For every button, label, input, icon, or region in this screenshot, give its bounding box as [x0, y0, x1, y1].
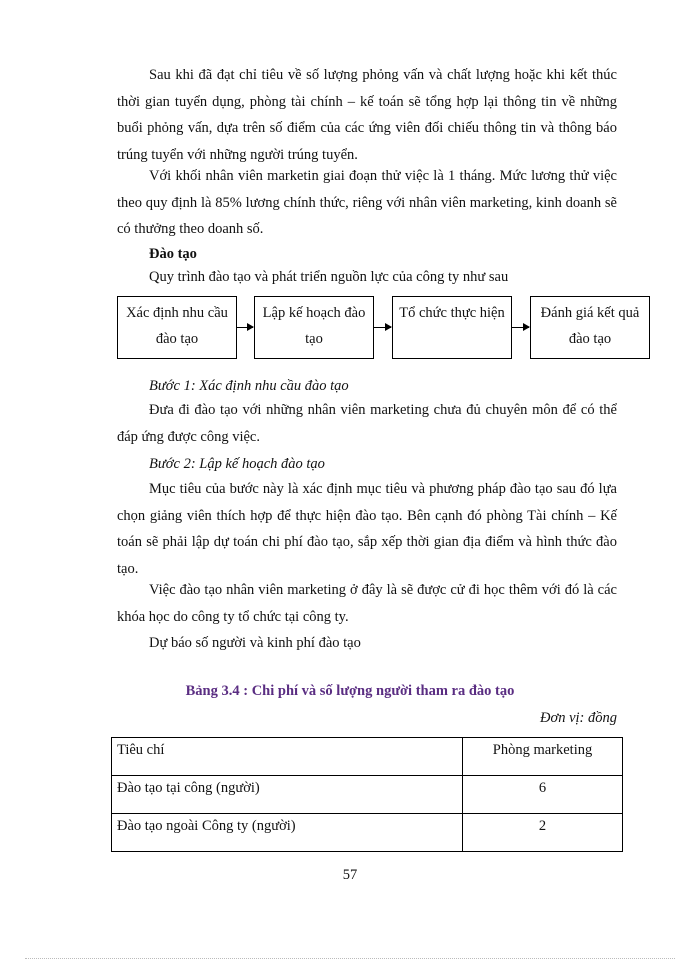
page-number: 57 [342, 867, 358, 883]
training-table [111, 737, 623, 852]
table-cell: Đào tạo ngoài Công ty (người) [112, 814, 463, 852]
table-header-row [112, 738, 623, 776]
paragraph-probation: Với khối nhân viên marketin giai đoạn thử việc là 1 tháng. Mức lương thử việc theo quy định là 85% lương chính thức, riêng với nhân viên marketing, kinh doanh sẽ có thưởng theo doanh số. [117, 168, 617, 237]
table-unit: Đơn vị: đồng [539, 710, 617, 726]
flow-box-evaluate: Đánh giá kết quả đào tạo [530, 296, 650, 359]
flow-arrow-3 [512, 327, 529, 328]
flow-arrow-2 [374, 327, 391, 328]
paragraph-step-1: Đưa đi đào tạo với những nhân viên marketing chưa đủ chuyên môn để có thể đáp ứng được công việc. [117, 402, 617, 445]
table-row [112, 814, 623, 852]
table-cell: Đào tạo tại công (người) [112, 776, 463, 814]
table-header-cell: Phòng marketing [463, 738, 623, 776]
paragraph-forecast: Dự báo số người và kinh phí đào tạo [149, 635, 361, 651]
table-title: Bảng 3.4 : Chi phí và số lượng người tham ra đào tạo [185, 683, 515, 699]
step-1-title: Bước 1: Xác định nhu cầu đào tạo [149, 378, 349, 394]
table-header-cell: Tiêu chí [112, 738, 463, 776]
step-2-title: Bước 2: Lập kế hoạch đào tạo [149, 456, 325, 472]
paragraph-recruitment-summary: Sau khi đã đạt chỉ tiêu về số lượng phỏng vấn và chất lượng hoặc khi kết thúc thời gian tuyển dụng, phòng tài chính – kế toán sẽ tổng hợp lại thông tin về những buổi phỏng vấn, dựa trên số điểm của các ứng viên đối chiếu thông tin và thông báo trúng tuyển với những người trúng tuyển. [117, 67, 617, 163]
paragraph-step-2: Mục tiêu của bước này là xác định mục tiêu và phương pháp đào tạo sau đó lựa chọn giảng viên thích hợp để thực hiện đào tạo. Bên cạnh đó phòng Tài chính – Kế toán sẽ phải lập dự toán chi phí đào tạo, sắp xếp thời gian địa điểm và hình thức đào tạo. [117, 481, 617, 577]
paragraph-training-intro: Quy trình đào tạo và phát triển nguồn lực của công ty như sau [149, 269, 509, 285]
flow-box-plan: Lập kế hoạch đào tạo [254, 296, 374, 359]
page-bottom-divider [25, 958, 675, 959]
table-row [112, 776, 623, 814]
flow-arrow-1 [237, 327, 253, 328]
flow-box-identify-needs: Xác định nhu cầu đào tạo [117, 296, 237, 359]
flow-box-implement: Tổ chức thực hiện [392, 296, 512, 359]
paragraph-training-method: Việc đào tạo nhân viên marketing ở đây là sẽ được cử đi học thêm với đó là các khóa học do công ty tổ chức tại công ty. [117, 582, 617, 625]
table-cell: 6 [463, 776, 623, 814]
section-heading-training: Đào tạo [149, 246, 197, 262]
table-cell: 2 [463, 814, 623, 852]
